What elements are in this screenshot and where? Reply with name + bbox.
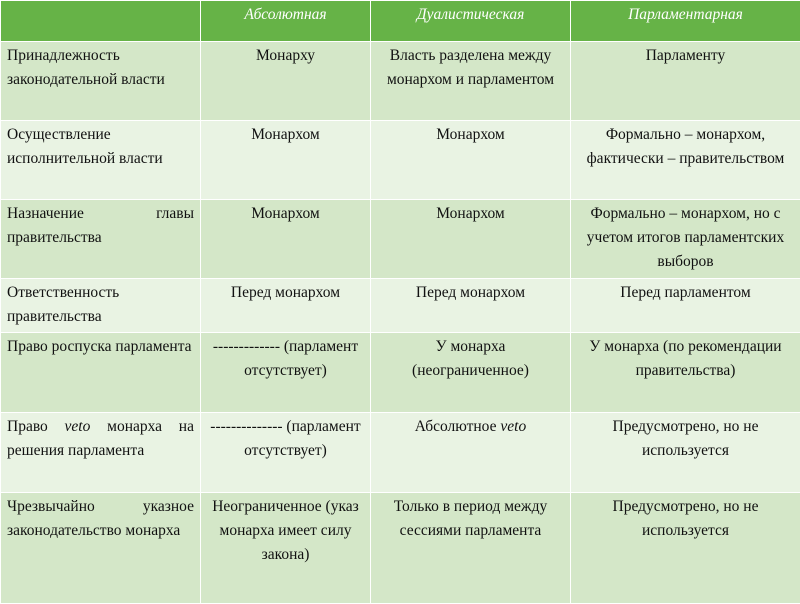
cell-absolute: ------------- (парламент отсутствует) bbox=[201, 333, 371, 413]
header-absolute: Абсолютная bbox=[201, 1, 371, 42]
cell-absolute: Монархом bbox=[201, 200, 371, 279]
row-label bbox=[1, 413, 201, 493]
cell-dualistic: У монарха (неограниченное) bbox=[371, 333, 571, 413]
cell-parliamentary: У монарха (по рекомендации правительства) bbox=[571, 333, 800, 413]
cell-dualistic: Монархом bbox=[371, 121, 571, 200]
row-label-part: Право bbox=[7, 418, 65, 435]
veto-term: veto bbox=[500, 418, 526, 435]
row-label: Принадлежность законодательной власти bbox=[1, 42, 201, 121]
table-row bbox=[1, 42, 800, 121]
cell-parliamentary: Формально – монархом, но с учетом итогов парламентских выборов bbox=[571, 200, 800, 279]
cell-dualistic: Власть разделена между монархом и парламентом bbox=[371, 42, 571, 121]
header-corner-cell bbox=[1, 1, 201, 42]
cell-absolute: Перед монархом bbox=[201, 279, 371, 333]
cell-dualistic: Только в период между сессиями парламента bbox=[371, 493, 571, 604]
table-row bbox=[1, 279, 800, 333]
row-label: Ответственность правительства bbox=[1, 279, 201, 333]
table-row bbox=[1, 200, 800, 279]
row-label: Право роспуска парламента bbox=[1, 333, 201, 413]
cell-absolute: Монархом bbox=[201, 121, 371, 200]
table-row bbox=[1, 493, 800, 604]
cell-parliamentary: Предусмотрено, но не используется bbox=[571, 413, 800, 493]
header-dualistic: Дуалистическая bbox=[371, 1, 571, 42]
cell-dualistic: Перед монархом bbox=[371, 279, 571, 333]
cell-dualistic bbox=[371, 413, 571, 493]
table-row bbox=[1, 333, 800, 413]
cell-absolute: -------------- (парламент отсутствует) bbox=[201, 413, 371, 493]
veto-term: veto bbox=[65, 418, 91, 435]
table-row bbox=[1, 413, 800, 493]
cell-absolute: Неограниченное (указ монарха имеет силу закона) bbox=[201, 493, 371, 604]
cell-parliamentary: Формально – монархом, фактически – правительством bbox=[571, 121, 800, 200]
header-parliamentary: Парламентарная bbox=[571, 1, 800, 42]
row-label: Назначение главы правительства bbox=[1, 200, 201, 279]
row-label: Чрезвычайно указное законодательство монарха bbox=[1, 493, 201, 604]
cell-text-part: Абсолютное bbox=[415, 418, 501, 435]
header-row bbox=[1, 1, 800, 42]
row-label-part: монарха на решения парламента bbox=[7, 418, 194, 459]
cell-parliamentary: Предусмотрено, но не используется bbox=[571, 493, 800, 604]
row-label: Осуществление исполнительной власти bbox=[1, 121, 201, 200]
cell-absolute: Монарху bbox=[201, 42, 371, 121]
cell-parliamentary: Перед парламентом bbox=[571, 279, 800, 333]
cell-dualistic: Монархом bbox=[371, 200, 571, 279]
cell-parliamentary: Парламенту bbox=[571, 42, 800, 121]
table-row bbox=[1, 121, 800, 200]
